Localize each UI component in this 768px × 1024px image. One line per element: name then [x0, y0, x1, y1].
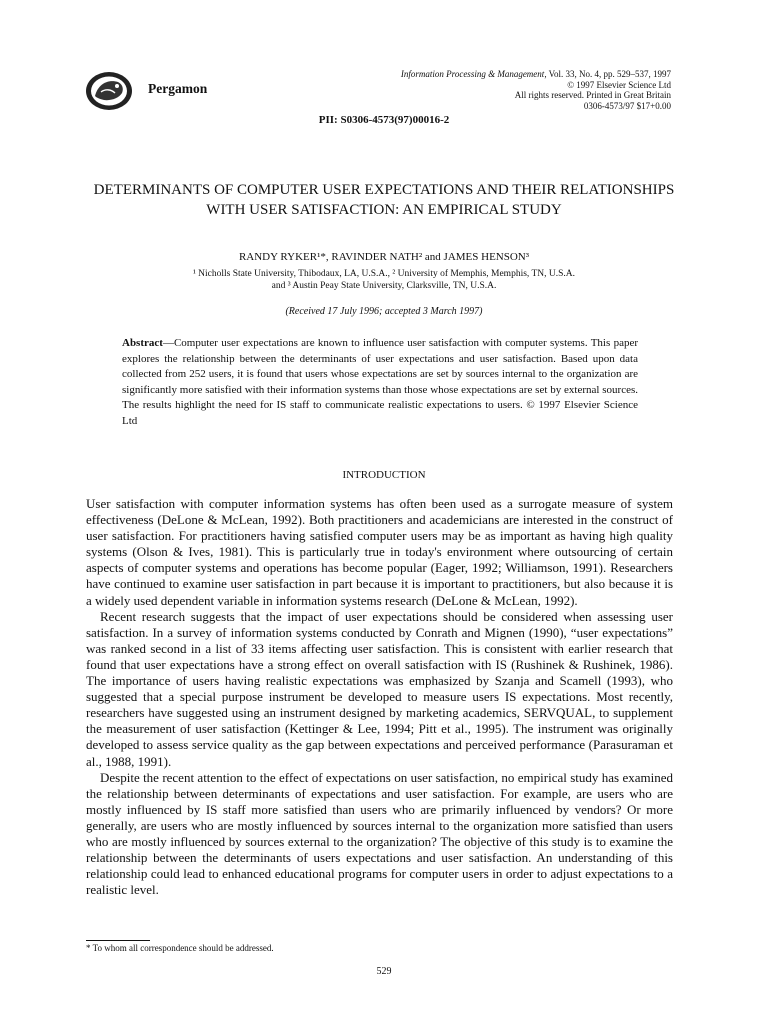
- affiliations: [90, 268, 678, 292]
- affiliation-line-2: and ³ Austin Peay State University, Clarksville, TN, U.S.A.: [271, 281, 497, 291]
- abstract: [122, 336, 638, 429]
- author-list: RANDY RYKER¹*, RAVINDER NATH² and JAMES HENSON³: [238, 251, 530, 263]
- publisher-name: Pergamon: [148, 81, 208, 96]
- publisher-logo-icon: [84, 70, 134, 112]
- abstract-label: Abstract: [122, 337, 163, 349]
- paper-title: DETERMINANTS OF COMPUTER USER EXPECTATIONS AND THEIR RELATIONSHIPS WITH USER SATISFACTION: AN EMPIRICAL STUDY: [93, 182, 675, 218]
- received-dates: (Received 17 July 1996; accepted 3 March 1997): [285, 306, 483, 317]
- copyright-line: © 1997 Elsevier Science Ltd: [567, 79, 671, 90]
- body-text: [86, 496, 673, 898]
- footnote: * To whom all correspondence should be addressed.: [86, 943, 274, 953]
- journal-name: Information Processing & Management: [400, 69, 545, 79]
- footnote-rule: [86, 940, 150, 941]
- paragraph-3: Despite the recent attention to the effect of expectations on user satisfaction, no empirical study has examined the relationship between determinants of expectations and user satisfaction. For example, are users who are mostly influenced by IS staff more satisfied than users who are primarily influenced by vendors? Or more generally, are users who are mostly influenced by sources internal to the organization more satisfied than users who are mostly influenced by sources external to the organization? The objective of this study is to examine the relationship between the determinants of users expectations and user satisfaction. An understanding of this relationship could lead to enhanced educational programs for computer users in order to adjust expectations to a realistic level.: [86, 769, 673, 898]
- abstract-text: —Computer user expectations are known to influence user satisfaction with computer systems. This paper explores the relationship between the determinants of user expectations and user satisfaction. Based upon data collected from 252 users, it is found that users whose expectations are set by sources internal to the organization are significantly more satisfied with their information systems than those whose expectations are set by external sources. The results highlight the need for IS staff to communicate realistic expectations to users. © 1997 Elsevier Science Ltd: [122, 337, 638, 427]
- issn-line: 0306-4573/97 $17+0.00: [583, 100, 671, 111]
- paragraph-1: User satisfaction with computer information systems has often been used as a surrogate measure of system effectiveness (DeLone & McLean, 1992). Both practitioners and academicians are interested in the construct of user satisfaction. For practitioners having satisfied computer users may be as important as having high quality systems (Olson & Ives, 1981). This is particularly true in today's environment where outsourcing of certain aspects of computer systems and operations has become popular (Eager, 1992; Williamson, 1991). Researchers have continued to examine user satisfaction in part because it is important to practitioners, but also because it is a widely used dependent variable in information systems research (DeLone & McLean, 1992).: [86, 496, 673, 608]
- paragraph-2: Recent research suggests that the impact of user expectations should be considered when assessing user satisfaction. In a survey of information systems conducted by Conrath and Mignen (1990), “user expectations” was ranked second in a list of 33 items affecting user satisfaction. This is consistent with earlier research that found that user expectations have a strong effect on overall satisfaction with IS (Rushinek & Rushinek, 1986). The importance of users having realistic expectations was emphasized by Szanja and Scamell (1993), who suggested that a special purpose instrument be developed to measure users IS expectations. Most recently, researchers have suggested using an instrument designed by marketing academics, SERVQUAL, to supplement the measurement of user satisfaction (Kettinger & Lee, 1994; Pitt et al., 1995). The instrument was originally developed to assess service quality as the gap between expectations and perceived performance (Parasuraman et al., 1988, 1991).: [86, 608, 673, 769]
- affiliation-line-1: ¹ Nicholls State University, Thibodaux, LA, U.S.A., ² University of Memphis, Memphis, TN, U.S.A.: [192, 269, 576, 279]
- rights-line: All rights reserved. Printed in Great Britain: [514, 90, 671, 100]
- pii-identifier: PII: S0306-4573(97)00016-2: [318, 114, 450, 126]
- journal-info: [401, 69, 671, 111]
- section-heading: INTRODUCTION: [342, 469, 426, 481]
- page-number: 529: [376, 966, 392, 977]
- journal-details: , Vol. 33, No. 4, pp. 529–537, 1997: [544, 69, 671, 79]
